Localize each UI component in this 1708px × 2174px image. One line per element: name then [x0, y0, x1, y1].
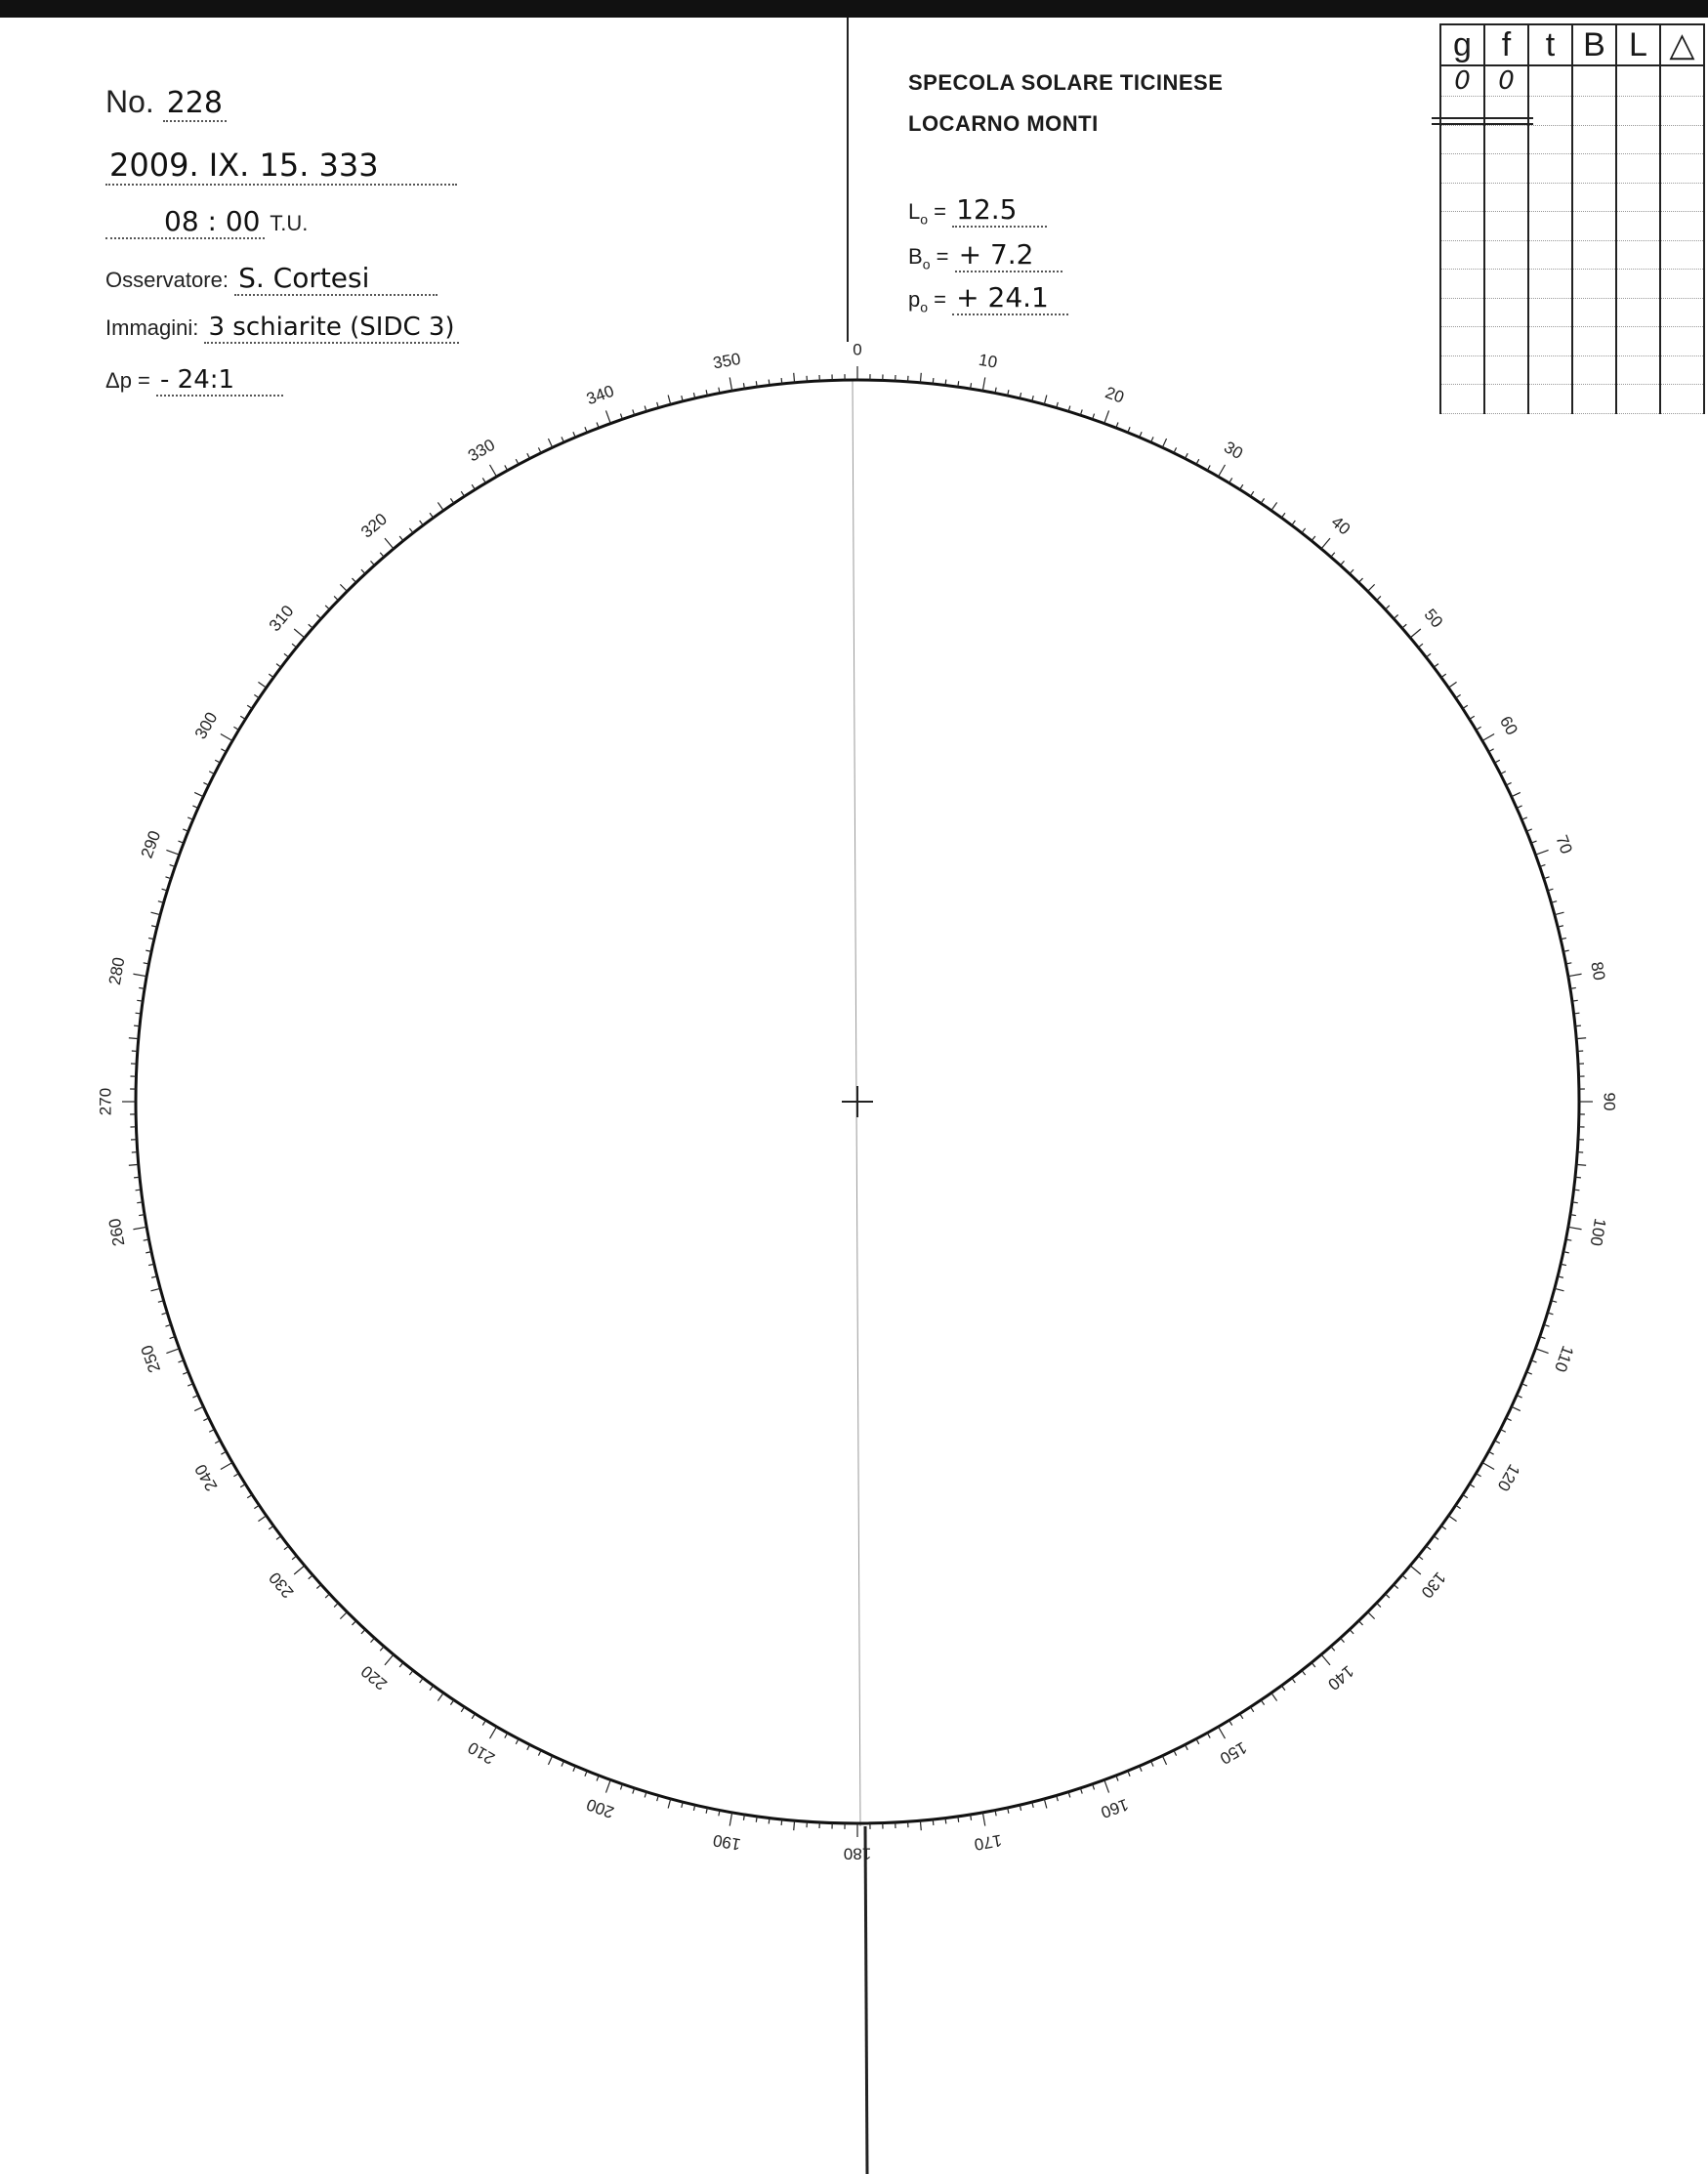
- tick-mark: [309, 1575, 313, 1579]
- tick-mark: [490, 1727, 497, 1738]
- tick-mark: [1573, 1013, 1579, 1014]
- tick-mark: [258, 1516, 266, 1522]
- tick-mark: [756, 381, 757, 387]
- tick-mark: [461, 1707, 464, 1712]
- tick-mark: [409, 528, 413, 533]
- l0-equals: =: [934, 199, 947, 224]
- tick-mark: [756, 1817, 757, 1822]
- tick-mark: [325, 606, 329, 609]
- tick-mark: [334, 1603, 338, 1607]
- header-l: L: [1616, 24, 1660, 65]
- tick-mark: [137, 1202, 143, 1203]
- tick-mark: [1463, 705, 1468, 708]
- number-value: 228: [163, 86, 227, 122]
- header-t: t: [1528, 24, 1572, 65]
- tick-mark: [605, 1779, 610, 1792]
- tick-mark: [129, 1164, 139, 1165]
- tick-mark: [258, 682, 266, 688]
- scale-label: 50: [1420, 605, 1447, 632]
- tick-mark: [1219, 1727, 1226, 1738]
- tick-mark: [151, 1288, 161, 1291]
- tick-mark: [437, 1693, 443, 1700]
- tick-mark: [450, 498, 453, 503]
- scale-label: 190: [711, 1830, 742, 1855]
- scale-label: 280: [104, 955, 129, 986]
- tick-mark: [1312, 1662, 1315, 1667]
- p0-value: + 24.1: [952, 281, 1068, 315]
- scale-label: 320: [357, 509, 392, 542]
- scale-label: 140: [1323, 1661, 1357, 1694]
- l0-value: 12.5: [952, 193, 1046, 228]
- header-delta: △: [1660, 24, 1704, 65]
- tick-mark: [1572, 1000, 1578, 1001]
- tick-mark: [548, 439, 552, 447]
- tick-mark: [380, 553, 384, 558]
- tick-mark: [1368, 584, 1375, 591]
- tick-mark: [352, 578, 355, 582]
- scale-label: 180: [843, 1844, 872, 1863]
- tick-mark: [1331, 1647, 1335, 1651]
- tick-mark: [1302, 1670, 1306, 1675]
- scale-label: 120: [1493, 1460, 1524, 1495]
- tick-mark: [380, 1647, 384, 1651]
- bottom-axis-line: [865, 1826, 867, 2174]
- tick-mark: [605, 410, 610, 423]
- tick-mark: [769, 1818, 770, 1823]
- tick-mark: [1482, 1463, 1494, 1470]
- tick-mark: [729, 1813, 731, 1826]
- tick-mark: [933, 1819, 934, 1825]
- scale-label: 240: [190, 1460, 222, 1495]
- tick-mark: [133, 1227, 146, 1229]
- observatory-location: LOCARNO MONTI: [908, 111, 1099, 136]
- header-b: B: [1572, 24, 1616, 65]
- scale-label: 100: [1586, 1217, 1610, 1248]
- tick-mark: [340, 584, 347, 591]
- tick-mark: [461, 491, 464, 496]
- scale-label: 230: [265, 1568, 298, 1602]
- tick-mark: [370, 1638, 374, 1642]
- tick-mark: [1535, 1349, 1548, 1354]
- tick-mark: [982, 1813, 984, 1826]
- tick-mark: [1044, 396, 1047, 405]
- scale-label: 150: [1216, 1737, 1251, 1769]
- p0-subscript: o: [920, 299, 929, 315]
- tick-mark: [309, 624, 313, 628]
- p0-label: p: [908, 287, 921, 312]
- scale-label: 0: [853, 340, 862, 359]
- tick-mark: [292, 644, 297, 648]
- tick-mark: [1292, 521, 1296, 525]
- tick-mark: [1441, 674, 1446, 678]
- tick-mark: [316, 614, 320, 618]
- tick-mark: [221, 1463, 232, 1470]
- tick-mark: [133, 974, 146, 976]
- tick-mark: [1385, 606, 1389, 609]
- tick-mark: [284, 1546, 289, 1550]
- scale-label: 330: [464, 435, 499, 466]
- tick-mark: [430, 1686, 434, 1691]
- tick-mark: [284, 653, 289, 657]
- tick-mark: [945, 1818, 946, 1823]
- tick-mark: [1410, 1566, 1421, 1574]
- tick-mark: [221, 734, 232, 741]
- tick-mark: [294, 629, 305, 638]
- tick-mark: [1576, 1164, 1586, 1165]
- tick-mark: [1512, 792, 1521, 796]
- tick-mark: [729, 377, 731, 391]
- tick-mark: [1394, 1584, 1397, 1588]
- scale-label: 220: [357, 1661, 392, 1694]
- tick-mark: [1219, 465, 1226, 477]
- tick-mark: [420, 1678, 424, 1683]
- tick-mark: [1281, 513, 1285, 518]
- tick-mark: [1302, 528, 1306, 533]
- tick-mark: [134, 1025, 140, 1026]
- cell-f[interactable]: 0: [1484, 65, 1528, 97]
- tick-mark: [294, 1566, 305, 1574]
- tick-mark: [1555, 1288, 1564, 1291]
- tick-mark: [1368, 1612, 1375, 1619]
- tick-mark: [1448, 1516, 1456, 1522]
- tick-mark: [1104, 1779, 1109, 1792]
- tick-mark: [430, 513, 434, 518]
- tick-mark: [254, 1505, 259, 1508]
- tick-mark: [1162, 1756, 1166, 1765]
- date-value: 2009. IX. 15. 333: [105, 146, 457, 186]
- scale-label: 70: [1552, 832, 1576, 857]
- scale-label: 270: [96, 1087, 115, 1116]
- tick-mark: [137, 1000, 143, 1001]
- scale-label: 60: [1495, 713, 1521, 738]
- p0-equals: =: [934, 287, 947, 312]
- header-g: g: [1440, 24, 1484, 65]
- number-label: No.: [105, 84, 154, 119]
- tick-mark: [1555, 912, 1564, 915]
- tick-mark: [1377, 1603, 1381, 1607]
- tick-mark: [370, 561, 374, 564]
- tick-mark: [361, 1629, 365, 1633]
- tick-mark: [194, 1406, 203, 1410]
- scale-label: 200: [584, 1794, 617, 1822]
- tick-mark: [1358, 1621, 1362, 1625]
- tick-mark: [292, 1556, 297, 1560]
- tick-mark: [794, 373, 795, 383]
- tick-mark: [254, 694, 259, 697]
- scale-label: 10: [977, 350, 999, 372]
- b0-label: B: [908, 244, 923, 269]
- tick-mark: [1573, 1190, 1579, 1191]
- tick-mark: [1426, 653, 1431, 657]
- tick-mark: [794, 1820, 795, 1830]
- scale-label: 20: [1103, 383, 1127, 407]
- tick-mark: [668, 396, 671, 405]
- tick-mark: [1402, 1575, 1407, 1579]
- tick-mark: [1402, 624, 1407, 628]
- b0-equals: =: [936, 244, 949, 269]
- tick-mark: [1575, 1177, 1581, 1178]
- scale-label: 40: [1327, 512, 1354, 539]
- tick-mark: [958, 1817, 959, 1822]
- tick-mark: [781, 1819, 782, 1825]
- tick-mark: [247, 705, 252, 708]
- images-label: Immagini:: [105, 315, 199, 340]
- tick-mark: [1568, 974, 1582, 976]
- l0-subscript: o: [920, 211, 929, 228]
- tick-mark: [134, 1177, 140, 1178]
- tick-mark: [409, 1670, 413, 1675]
- scale-label: 90: [1600, 1092, 1619, 1111]
- tick-mark: [1162, 439, 1166, 447]
- tick-mark: [920, 1820, 921, 1830]
- tick-mark: [1331, 553, 1335, 558]
- tick-mark: [1418, 1556, 1423, 1560]
- observer-label: Osservatore:: [105, 268, 229, 292]
- observer-value: S. Cortesi: [234, 262, 437, 296]
- tick-mark: [1350, 1629, 1354, 1633]
- tick-mark: [1463, 1494, 1468, 1497]
- tick-mark: [1261, 1700, 1264, 1705]
- scale-label: 340: [584, 381, 617, 409]
- scale-label: 210: [464, 1737, 499, 1769]
- delta-p-value: - 24:1: [156, 365, 283, 397]
- b0-value: + 7.2: [955, 238, 1063, 272]
- tick-mark: [1441, 1526, 1446, 1529]
- tick-mark: [399, 536, 403, 541]
- tick-mark: [1575, 1025, 1581, 1026]
- tick-mark: [933, 378, 934, 384]
- cell-g[interactable]: 0: [1440, 65, 1484, 97]
- tick-mark: [1358, 578, 1362, 582]
- scale-label: 160: [1098, 1794, 1131, 1822]
- tick-mark: [1572, 1202, 1578, 1203]
- scale-label: 310: [265, 602, 298, 636]
- delta-p-label: Δp =: [105, 368, 150, 393]
- tick-mark: [1426, 1546, 1431, 1550]
- tick-mark: [1281, 1686, 1285, 1691]
- tick-mark: [1410, 629, 1421, 638]
- tick-mark: [194, 792, 203, 796]
- tick-mark: [399, 1662, 403, 1667]
- scale-label: 110: [1551, 1343, 1578, 1375]
- tick-mark: [1482, 734, 1494, 741]
- tick-mark: [1576, 1038, 1586, 1039]
- time-unit: T.U.: [270, 211, 309, 235]
- tick-mark: [769, 380, 770, 386]
- tick-mark: [361, 569, 365, 573]
- tick-mark: [1434, 664, 1438, 668]
- tick-mark: [276, 664, 281, 668]
- tick-mark: [781, 378, 782, 384]
- tick-mark: [136, 1190, 142, 1191]
- tick-mark: [920, 373, 921, 383]
- tick-mark: [1271, 502, 1277, 510]
- tick-mark: [1418, 644, 1423, 648]
- tick-mark: [352, 1621, 355, 1625]
- tick-mark: [269, 674, 273, 678]
- tick-mark: [450, 1700, 453, 1705]
- scale-label: 170: [973, 1830, 1004, 1855]
- tick-mark: [1385, 1594, 1389, 1598]
- observatory-name: SPECOLA SOLARE TICINESE: [908, 70, 1224, 95]
- tick-mark: [151, 912, 161, 915]
- tick-mark: [1394, 614, 1397, 618]
- tick-mark: [490, 465, 497, 477]
- tick-mark: [1434, 1536, 1438, 1540]
- tick-mark: [276, 1536, 281, 1540]
- tick-mark: [420, 521, 424, 525]
- tick-mark: [1535, 850, 1548, 855]
- tick-mark: [1340, 1638, 1344, 1642]
- tick-mark: [1448, 682, 1456, 688]
- images-value: 3 schiarite (SIDC 3): [204, 313, 458, 344]
- tick-mark: [334, 596, 338, 600]
- tick-mark: [1104, 410, 1109, 423]
- tick-mark: [1321, 1654, 1330, 1665]
- tick-mark: [316, 1584, 320, 1588]
- tick-mark: [1321, 538, 1330, 549]
- tick-mark: [1312, 536, 1315, 541]
- tick-mark: [340, 1612, 347, 1619]
- tick-mark: [982, 377, 984, 391]
- scale-label: 350: [711, 349, 742, 373]
- scale-label: 80: [1587, 960, 1609, 982]
- l0-label: L: [908, 199, 921, 224]
- tick-mark: [945, 380, 946, 386]
- tick-mark: [1250, 491, 1253, 496]
- scale-label: 260: [104, 1217, 129, 1248]
- b0-subscript: o: [922, 256, 931, 272]
- tick-mark: [136, 1013, 142, 1014]
- tick-mark: [1512, 1406, 1521, 1410]
- scale-label: 290: [137, 828, 165, 861]
- tick-mark: [1456, 1505, 1461, 1508]
- scale-label: 130: [1417, 1568, 1450, 1602]
- tick-mark: [385, 538, 394, 549]
- tick-mark: [166, 850, 179, 855]
- tick-mark: [325, 1594, 329, 1598]
- time-value: 08 : 00: [105, 205, 265, 239]
- scale-label: 250: [137, 1342, 165, 1375]
- tick-mark: [1044, 1799, 1047, 1809]
- tick-mark: [1456, 694, 1461, 697]
- scale-label: 30: [1221, 438, 1246, 464]
- tick-mark: [247, 1494, 252, 1497]
- tick-mark: [548, 1756, 552, 1765]
- tick-mark: [385, 1654, 394, 1665]
- header-f: f: [1484, 24, 1528, 65]
- tick-mark: [437, 502, 443, 510]
- tick-mark: [1261, 498, 1264, 503]
- tick-mark: [1568, 1227, 1582, 1229]
- tick-mark: [958, 381, 959, 387]
- scale-label: 300: [190, 708, 222, 743]
- tick-mark: [1271, 1693, 1277, 1700]
- tick-mark: [269, 1526, 273, 1529]
- tick-mark: [129, 1038, 139, 1039]
- tick-mark: [1292, 1678, 1296, 1683]
- tick-mark: [166, 1349, 179, 1354]
- tick-mark: [1377, 596, 1381, 600]
- tick-mark: [1340, 561, 1344, 564]
- tick-mark: [668, 1799, 671, 1809]
- tick-mark: [1250, 1707, 1253, 1712]
- tick-mark: [1350, 569, 1354, 573]
